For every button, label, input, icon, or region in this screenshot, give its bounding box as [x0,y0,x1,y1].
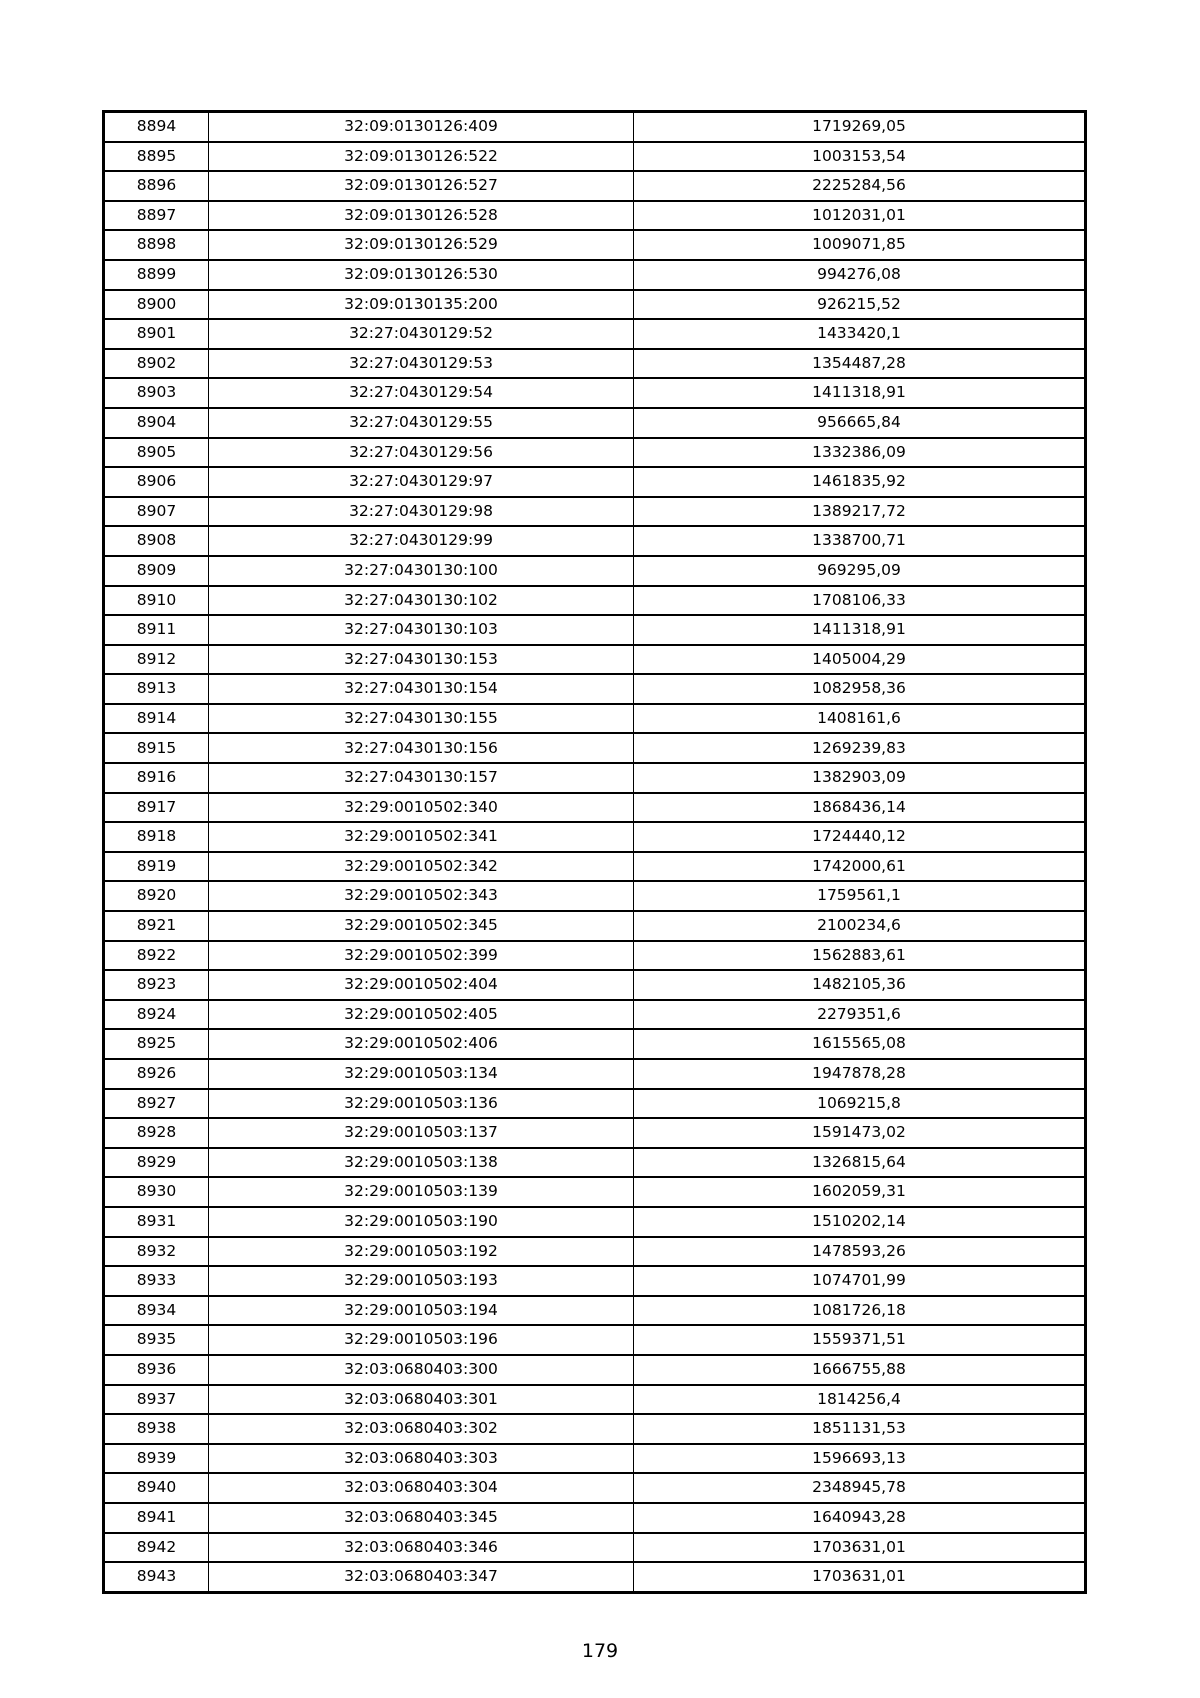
value-cell: 1332386,09 [634,438,1086,468]
value-cell: 2348945,78 [634,1473,1086,1503]
value-cell: 969295,09 [634,556,1086,586]
cadastral-number-cell: 32:03:0680403:346 [209,1533,634,1563]
table-row [104,793,1086,823]
table-row [104,674,1086,704]
table-row [104,586,1086,616]
value-cell: 1562883,61 [634,941,1086,971]
page-number: 179 [581,1640,619,1662]
value-cell: 1082958,36 [634,674,1086,704]
value-cell: 2100234,6 [634,911,1086,941]
cadastral-number-cell: 32:29:0010503:192 [209,1237,634,1267]
table-row [104,1444,1086,1474]
table-row [104,1237,1086,1267]
table-row [104,881,1086,911]
value-cell: 1478593,26 [634,1237,1086,1267]
value-cell: 2279351,6 [634,1000,1086,1030]
cadastral-number-cell: 32:27:0430129:55 [209,408,634,438]
row-number-cell: 8903 [104,378,209,408]
cadastral-number-cell: 32:27:0430130:100 [209,556,634,586]
value-cell: 1326815,64 [634,1148,1086,1178]
table-row [104,1562,1086,1592]
cadastral-number-cell: 32:27:0430130:153 [209,645,634,675]
cadastral-number-cell: 32:03:0680403:301 [209,1385,634,1415]
value-cell: 1003153,54 [634,142,1086,172]
cadastral-number-cell: 32:09:0130126:528 [209,201,634,231]
table-row [104,1207,1086,1237]
table-row [104,408,1086,438]
value-cell: 1012031,01 [634,201,1086,231]
cadastral-number-cell: 32:27:0430129:97 [209,467,634,497]
cadastral-number-cell: 32:27:0430129:54 [209,378,634,408]
cadastral-number-cell: 32:29:0010502:399 [209,941,634,971]
row-number-cell: 8897 [104,201,209,231]
row-number-cell: 8936 [104,1355,209,1385]
row-number-cell: 8919 [104,852,209,882]
row-number-cell: 8928 [104,1118,209,1148]
cadastral-number-cell: 32:03:0680403:303 [209,1444,634,1474]
table-row [104,1355,1086,1385]
cadastral-number-cell: 32:27:0430129:56 [209,438,634,468]
value-cell: 1405004,29 [634,645,1086,675]
row-number-cell: 8905 [104,438,209,468]
table-row [104,260,1086,290]
cadastral-number-cell: 32:29:0010503:193 [209,1266,634,1296]
cadastral-value-table [102,110,1087,1594]
row-number-cell: 8912 [104,645,209,675]
table-row [104,467,1086,497]
cadastral-number-cell: 32:29:0010503:134 [209,1059,634,1089]
cadastral-number-cell: 32:27:0430130:103 [209,615,634,645]
value-cell: 1708106,33 [634,586,1086,616]
value-cell: 1640943,28 [634,1503,1086,1533]
row-number-cell: 8941 [104,1503,209,1533]
cadastral-number-cell: 32:27:0430129:98 [209,497,634,527]
row-number-cell: 8930 [104,1177,209,1207]
table-row [104,319,1086,349]
row-number-cell: 8935 [104,1325,209,1355]
table-row [104,1059,1086,1089]
cadastral-number-cell: 32:03:0680403:302 [209,1414,634,1444]
value-cell: 1759561,1 [634,881,1086,911]
row-number-cell: 8907 [104,497,209,527]
table-row [104,290,1086,320]
row-number-cell: 8942 [104,1533,209,1563]
row-number-cell: 8895 [104,142,209,172]
row-number-cell: 8901 [104,319,209,349]
cadastral-number-cell: 32:27:0430129:53 [209,349,634,379]
cadastral-number-cell: 32:27:0430130:155 [209,704,634,734]
cadastral-number-cell: 32:03:0680403:347 [209,1562,634,1592]
row-number-cell: 8933 [104,1266,209,1296]
row-number-cell: 8929 [104,1148,209,1178]
table-row [104,1029,1086,1059]
row-number-cell: 8908 [104,526,209,556]
row-number-cell: 8914 [104,704,209,734]
row-number-cell: 8906 [104,467,209,497]
table-row [104,1414,1086,1444]
value-cell: 1081726,18 [634,1296,1086,1326]
value-cell: 1382903,09 [634,763,1086,793]
table-row [104,615,1086,645]
table-row [104,1503,1086,1533]
cadastral-number-cell: 32:27:0430130:102 [209,586,634,616]
value-cell: 1269239,83 [634,733,1086,763]
value-cell: 1703631,01 [634,1533,1086,1563]
table-row [104,497,1086,527]
value-cell: 1666755,88 [634,1355,1086,1385]
cadastral-number-cell: 32:27:0430130:157 [209,763,634,793]
row-number-cell: 8926 [104,1059,209,1089]
cadastral-number-cell: 32:09:0130126:522 [209,142,634,172]
cadastral-number-cell: 32:29:0010502:341 [209,822,634,852]
value-cell: 1814256,4 [634,1385,1086,1415]
value-cell: 1482105,36 [634,970,1086,1000]
row-number-cell: 8917 [104,793,209,823]
table-row [104,556,1086,586]
value-cell: 1074701,99 [634,1266,1086,1296]
row-number-cell: 8913 [104,674,209,704]
value-cell: 1461835,92 [634,467,1086,497]
table-row [104,1473,1086,1503]
row-number-cell: 8911 [104,615,209,645]
table-row [104,1177,1086,1207]
row-number-cell: 8939 [104,1444,209,1474]
table-row [104,941,1086,971]
cadastral-number-cell: 32:09:0130126:527 [209,171,634,201]
row-number-cell: 8940 [104,1473,209,1503]
row-number-cell: 8894 [104,112,209,142]
row-number-cell: 8896 [104,171,209,201]
row-number-cell: 8934 [104,1296,209,1326]
value-cell: 1851131,53 [634,1414,1086,1444]
cadastral-number-cell: 32:03:0680403:345 [209,1503,634,1533]
row-number-cell: 8931 [104,1207,209,1237]
row-number-cell: 8922 [104,941,209,971]
row-number-cell: 8900 [104,290,209,320]
table-row [104,1118,1086,1148]
value-cell: 1069215,8 [634,1089,1086,1119]
value-cell: 1338700,71 [634,526,1086,556]
cadastral-number-cell: 32:27:0430129:52 [209,319,634,349]
value-cell: 1408161,6 [634,704,1086,734]
cadastral-number-cell: 32:03:0680403:304 [209,1473,634,1503]
value-cell: 1602059,31 [634,1177,1086,1207]
cadastral-number-cell: 32:27:0430130:154 [209,674,634,704]
value-cell: 1354487,28 [634,349,1086,379]
cadastral-number-cell: 32:29:0010502:342 [209,852,634,882]
table-row [104,526,1086,556]
row-number-cell: 8937 [104,1385,209,1415]
cadastral-number-cell: 32:29:0010502:343 [209,881,634,911]
cadastral-number-cell: 32:29:0010503:138 [209,1148,634,1178]
table-row [104,1385,1086,1415]
table-row [104,1533,1086,1563]
value-cell: 1510202,14 [634,1207,1086,1237]
cadastral-number-cell: 32:29:0010503:190 [209,1207,634,1237]
row-number-cell: 8925 [104,1029,209,1059]
row-number-cell: 8915 [104,733,209,763]
table-row [104,970,1086,1000]
table-row [104,112,1086,142]
cadastral-number-cell: 32:29:0010503:196 [209,1325,634,1355]
value-cell: 926215,52 [634,290,1086,320]
row-number-cell: 8927 [104,1089,209,1119]
cadastral-number-cell: 32:29:0010503:136 [209,1089,634,1119]
table-row [104,378,1086,408]
row-number-cell: 8918 [104,822,209,852]
cadastral-number-cell: 32:09:0130126:409 [209,112,634,142]
cadastral-number-cell: 32:09:0130135:200 [209,290,634,320]
row-number-cell: 8899 [104,260,209,290]
row-number-cell: 8904 [104,408,209,438]
value-cell: 1411318,91 [634,378,1086,408]
cadastral-number-cell: 32:27:0430129:99 [209,526,634,556]
table-row [104,733,1086,763]
table-body [104,112,1086,1593]
row-number-cell: 8898 [104,230,209,260]
value-cell: 1411318,91 [634,615,1086,645]
cadastral-number-cell: 32:29:0010502:405 [209,1000,634,1030]
table-row [104,1325,1086,1355]
table-row [104,911,1086,941]
row-number-cell: 8909 [104,556,209,586]
cadastral-number-cell: 32:29:0010502:404 [209,970,634,1000]
table-row [104,1296,1086,1326]
table-row [104,438,1086,468]
cadastral-number-cell: 32:29:0010503:137 [209,1118,634,1148]
row-number-cell: 8921 [104,911,209,941]
cadastral-number-cell: 32:29:0010502:406 [209,1029,634,1059]
row-number-cell: 8943 [104,1562,209,1592]
cadastral-number-cell: 32:29:0010503:139 [209,1177,634,1207]
cadastral-number-cell: 32:03:0680403:300 [209,1355,634,1385]
row-number-cell: 8910 [104,586,209,616]
value-cell: 1719269,05 [634,112,1086,142]
value-cell: 1596693,13 [634,1444,1086,1474]
table-row [104,763,1086,793]
table-row [104,852,1086,882]
row-number-cell: 8923 [104,970,209,1000]
table-row [104,1266,1086,1296]
value-cell: 1742000,61 [634,852,1086,882]
cadastral-number-cell: 32:09:0130126:529 [209,230,634,260]
row-number-cell: 8920 [104,881,209,911]
cadastral-number-cell: 32:09:0130126:530 [209,260,634,290]
value-cell: 956665,84 [634,408,1086,438]
table-row [104,171,1086,201]
table-row [104,349,1086,379]
row-number-cell: 8916 [104,763,209,793]
cadastral-number-cell: 32:27:0430130:156 [209,733,634,763]
value-cell: 1615565,08 [634,1029,1086,1059]
table-row [104,142,1086,172]
row-number-cell: 8938 [104,1414,209,1444]
value-cell: 994276,08 [634,260,1086,290]
value-cell: 1724440,12 [634,822,1086,852]
row-number-cell: 8902 [104,349,209,379]
cadastral-number-cell: 32:29:0010502:340 [209,793,634,823]
value-cell: 1868436,14 [634,793,1086,823]
table-row [104,645,1086,675]
value-cell: 1947878,28 [634,1059,1086,1089]
value-cell: 1433420,1 [634,319,1086,349]
row-number-cell: 8924 [104,1000,209,1030]
table-row [104,1000,1086,1030]
table-row [104,822,1086,852]
row-number-cell: 8932 [104,1237,209,1267]
table-row [104,230,1086,260]
value-cell: 1703631,01 [634,1562,1086,1592]
table-row [104,1089,1086,1119]
cadastral-number-cell: 32:29:0010503:194 [209,1296,634,1326]
table-row [104,704,1086,734]
value-cell: 1009071,85 [634,230,1086,260]
value-cell: 1389217,72 [634,497,1086,527]
value-cell: 1559371,51 [634,1325,1086,1355]
cadastral-number-cell: 32:29:0010502:345 [209,911,634,941]
value-cell: 1591473,02 [634,1118,1086,1148]
value-cell: 2225284,56 [634,171,1086,201]
table-row [104,201,1086,231]
table-row [104,1148,1086,1178]
